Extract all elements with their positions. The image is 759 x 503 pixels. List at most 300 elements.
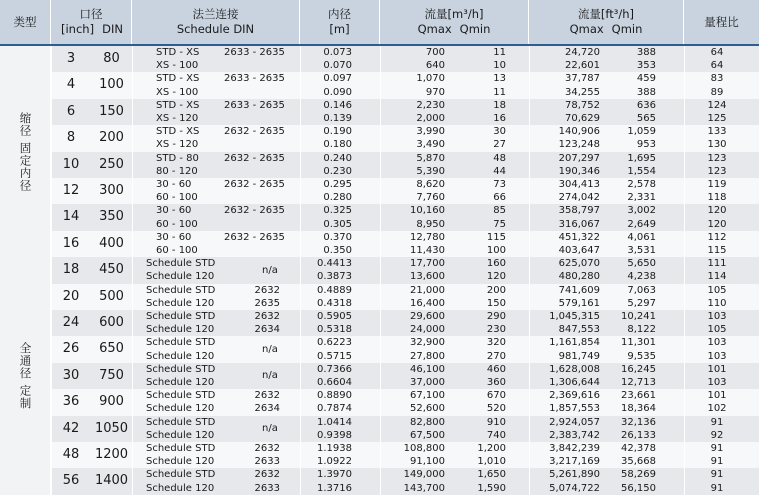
qmin-ft3h-value: 8,122: [627, 324, 656, 336]
qmax-m3h-value: 5,390: [416, 165, 445, 177]
qmax-m3h-value: 10,160: [410, 205, 445, 217]
qmin-m3h-value: 1,200: [477, 443, 506, 454]
size-din: 1400: [94, 473, 129, 489]
qmin-m3h-value: 66: [493, 192, 506, 204]
turndown-value: 112: [707, 231, 727, 243]
turndown-value: 123: [707, 152, 727, 164]
header-id-title: 内径: [328, 7, 351, 21]
qmin-m3h-value: 200: [486, 284, 506, 296]
din-standard: 2632: [254, 469, 280, 481]
qmin-ft3h-value: 42,378: [621, 443, 656, 454]
header-type: [0, 0, 51, 44]
header-diameter-din: DIN: [102, 22, 123, 36]
schedule-label: Schedule STD: [146, 469, 216, 481]
qmin-ft3h-value: 2,649: [627, 218, 656, 230]
qmin-ft3h-value: 12,713: [621, 377, 656, 388]
qmax-m3h-value: 32,900: [410, 337, 445, 349]
qmax-m3h-value: 16,400: [410, 297, 445, 309]
turndown-value: 91: [710, 443, 724, 454]
qmax-m3h-value: 67,100: [410, 390, 445, 402]
qmin-m3h-value: 13: [493, 73, 506, 85]
turndown-value: 91: [710, 469, 724, 481]
header-turndown: [684, 0, 759, 44]
header-flow-m3h: [380, 0, 529, 44]
schedule-label: 30 - 60: [156, 231, 192, 243]
qmin-ft3h-value: 5,650: [627, 258, 656, 270]
size-din: 300: [99, 183, 124, 198]
size-inch: 4: [66, 77, 76, 93]
inner-diameter-value: 0.146: [323, 99, 352, 111]
din-standard: 2633 - 2635: [224, 73, 285, 85]
size-inch: 12: [62, 183, 80, 198]
qmin-m3h-value: 270: [486, 350, 506, 362]
qmin-m3h-value: 670: [486, 390, 506, 402]
inner-diameter-value: 0.4413: [317, 258, 352, 270]
inner-diameter-value: 1.3716: [317, 482, 352, 494]
schedule-label: STD - XS: [156, 47, 200, 58]
turndown-value: 130: [707, 139, 727, 151]
turndown-value: 89: [710, 86, 724, 98]
qmin-ft3h-value: 1,554: [627, 165, 656, 177]
inner-diameter-value: 1.0414: [317, 416, 352, 428]
turndown-value: 133: [707, 126, 727, 138]
qmax-ft3h-value: 304,413: [558, 179, 600, 190]
header-flow-ft3h-qmax: Qmax: [569, 22, 604, 36]
header-diameter-inch: [inch]: [61, 22, 95, 36]
column-divider: [300, 46, 301, 495]
qmax-m3h-value: 67,500: [410, 429, 445, 441]
schedule-label: XS - 120: [156, 113, 199, 124]
qmin-m3h-value: 100: [486, 245, 506, 256]
qmax-ft3h-value: 480,280: [558, 271, 600, 283]
din-standard: 2633: [254, 456, 280, 468]
qmin-m3h-value: 75: [493, 218, 506, 230]
turndown-value: 103: [707, 337, 727, 349]
qmax-m3h-value: 149,000: [403, 469, 445, 481]
qmax-ft3h-value: 2,924,057: [549, 416, 600, 428]
qmax-ft3h-value: 981,749: [558, 350, 600, 362]
qmin-ft3h-value: 2,578: [627, 179, 656, 190]
schedule-label: Schedule 120: [146, 403, 215, 415]
schedule-label: Schedule STD: [146, 311, 216, 322]
inner-diameter-value: 0.305: [323, 218, 352, 230]
header-diameter: [51, 0, 132, 44]
header-inner-diameter: [300, 0, 380, 44]
din-standard: 2632 - 2635: [224, 179, 285, 190]
turndown-value: 123: [707, 165, 727, 177]
qmax-ft3h-value: 451,322: [558, 231, 600, 243]
qmax-ft3h-value: 625,070: [558, 258, 600, 270]
qmax-m3h-value: 27,800: [410, 350, 445, 362]
size-inch: 16: [62, 235, 80, 251]
column-divider: [529, 46, 530, 495]
qmax-m3h-value: 108,800: [403, 443, 445, 454]
qmax-ft3h-value: 1,045,315: [549, 311, 600, 322]
qmin-m3h-value: 27: [493, 139, 506, 151]
qmin-m3h-value: 11: [493, 86, 506, 98]
qmax-ft3h-value: 24,720: [565, 47, 600, 58]
qmax-m3h-value: 3,490: [416, 139, 445, 151]
din-standard: 2632: [254, 284, 280, 296]
qmin-m3h-value: 740: [486, 429, 506, 441]
turndown-value: 119: [707, 179, 727, 190]
inner-diameter-value: 0.5318: [317, 324, 352, 336]
qmin-m3h-value: 1,010: [477, 456, 506, 468]
qmin-ft3h-value: 16,245: [621, 363, 656, 375]
qmax-ft3h-value: 37,787: [565, 73, 600, 85]
size-din: 450: [99, 262, 124, 278]
qmax-ft3h-value: 1,857,553: [549, 403, 600, 415]
qmin-m3h-value: 230: [486, 324, 506, 336]
header-id-unit: [m]: [329, 22, 350, 36]
qmin-m3h-value: 290: [486, 311, 506, 322]
qmin-ft3h-value: 26,133: [621, 429, 656, 441]
size-inch: 24: [62, 315, 80, 330]
qmax-ft3h-value: 3,217,169: [549, 456, 600, 468]
schedule-label: XS - 100: [156, 60, 199, 72]
turndown-value: 83: [710, 73, 724, 85]
qmin-ft3h-value: 2,331: [627, 192, 656, 204]
turndown-value: 124: [707, 99, 727, 111]
schedule-label: 30 - 60: [156, 179, 192, 190]
schedule-label: Schedule 120: [146, 297, 215, 309]
size-din: 250: [99, 156, 124, 172]
schedule-label: STD - 80: [156, 152, 199, 164]
qmin-ft3h-value: 459: [636, 73, 656, 85]
qmax-m3h-value: 5,870: [416, 152, 445, 164]
qmin-ft3h-value: 58,269: [621, 469, 656, 481]
header-flow-m3h-qmax: Qmax: [417, 22, 452, 36]
din-standard: 2633: [254, 482, 280, 494]
size-din: 150: [99, 103, 124, 119]
qmin-ft3h-value: 388: [636, 86, 656, 98]
qmin-ft3h-value: 35,668: [621, 456, 656, 468]
row-divider: [51, 495, 759, 496]
turndown-value: 91: [710, 456, 724, 468]
size-din: 100: [99, 77, 124, 93]
qmin-ft3h-value: 23,661: [621, 390, 656, 402]
inner-diameter-value: 1.3970: [317, 469, 352, 481]
inner-diameter-value: 0.097: [323, 73, 352, 85]
qmin-m3h-value: 120: [486, 271, 506, 283]
qmax-ft3h-value: 1,161,854: [549, 337, 600, 349]
qmax-ft3h-value: 3,842,239: [549, 443, 600, 454]
schedule-label: Schedule STD: [146, 284, 216, 296]
inner-diameter-value: 0.3873: [317, 271, 352, 283]
inner-diameter-value: 0.070: [323, 60, 352, 72]
turndown-value: 105: [707, 284, 727, 296]
size-inch: 3: [66, 51, 76, 66]
schedule-label: Schedule 120: [146, 271, 215, 283]
schedule-label: 80 - 120: [156, 165, 198, 177]
schedule-label: XS - 120: [156, 139, 199, 151]
schedule-label: Schedule 120: [146, 482, 215, 494]
din-standard: 2632: [254, 443, 280, 454]
qmax-m3h-value: 21,000: [410, 284, 445, 296]
inner-diameter-value: 0.230: [323, 165, 352, 177]
qmax-m3h-value: 13,600: [410, 271, 445, 283]
turndown-value: 64: [710, 47, 724, 58]
din-standard: 2632 - 2635: [224, 126, 285, 138]
qmin-m3h-value: 11: [493, 47, 506, 58]
turndown-value: 111: [707, 258, 727, 270]
header-flow-m3h-qmin: Qmin: [459, 22, 491, 36]
qmax-ft3h-value: 190,346: [558, 165, 600, 177]
inner-diameter-value: 0.4318: [317, 297, 352, 309]
qmin-ft3h-value: 11,301: [621, 337, 656, 349]
qmax-ft3h-value: 140,906: [558, 126, 600, 138]
qmin-ft3h-value: 7,063: [627, 284, 656, 296]
inner-diameter-value: 0.073: [323, 47, 352, 58]
inner-diameter-value: 0.8890: [317, 390, 352, 402]
qmin-ft3h-value: 4,061: [627, 231, 656, 243]
turndown-value: 120: [707, 205, 727, 217]
qmin-ft3h-value: 3,531: [627, 245, 656, 256]
size-din: 650: [99, 341, 124, 357]
qmax-ft3h-value: 5,261,890: [549, 469, 600, 481]
turndown-value: 102: [707, 403, 727, 415]
qmax-m3h-value: 91,100: [410, 456, 445, 468]
inner-diameter-value: 0.7366: [317, 363, 352, 375]
size-din: 900: [99, 394, 124, 410]
schedule-label: Schedule STD: [146, 416, 216, 428]
qmin-m3h-value: 1,590: [477, 482, 506, 494]
schedule-label: Schedule 120: [146, 324, 215, 336]
din-standard: n/a: [262, 264, 278, 276]
column-divider: [51, 46, 52, 495]
qmax-ft3h-value: 22,601: [565, 60, 600, 72]
schedule-label: Schedule STD: [146, 443, 216, 454]
header-type-label: 类型: [13, 14, 37, 29]
qmax-m3h-value: 7,760: [416, 192, 445, 204]
category-label: 全通径 定制: [18, 342, 33, 410]
header-turndown-label: 量程比: [704, 14, 739, 29]
qmax-ft3h-value: 847,553: [558, 324, 600, 336]
size-inch: 48: [62, 447, 80, 462]
qmin-ft3h-value: 56,150: [621, 482, 656, 494]
inner-diameter-value: 0.280: [323, 192, 352, 204]
qmin-ft3h-value: 388: [636, 47, 656, 58]
turndown-value: 91: [710, 416, 724, 428]
qmin-m3h-value: 48: [493, 152, 506, 164]
qmax-ft3h-value: 316,067: [558, 218, 600, 230]
qmin-ft3h-value: 18,364: [621, 403, 656, 415]
turndown-value: 103: [707, 350, 727, 362]
inner-diameter-value: 0.325: [323, 205, 352, 217]
din-standard: 2632: [254, 390, 280, 402]
qmax-ft3h-value: 70,629: [565, 113, 600, 124]
size-inch: 6: [66, 103, 76, 119]
qmax-m3h-value: 29,600: [410, 311, 445, 322]
qmin-m3h-value: 360: [486, 377, 506, 388]
qmax-m3h-value: 1,070: [416, 73, 445, 85]
qmin-ft3h-value: 5,297: [627, 297, 656, 309]
schedule-label: STD - XS: [156, 126, 200, 138]
qmin-ft3h-value: 3,002: [627, 205, 656, 217]
qmax-m3h-value: 17,700: [410, 258, 445, 270]
qmax-m3h-value: 46,100: [410, 363, 445, 375]
qmax-ft3h-value: 34,255: [565, 86, 600, 98]
qmax-m3h-value: 11,430: [410, 245, 445, 256]
din-standard: 2635: [254, 297, 280, 309]
size-inch: 10: [62, 156, 80, 172]
qmin-m3h-value: 44: [493, 165, 506, 177]
turndown-value: 91: [710, 482, 724, 494]
inner-diameter-value: 0.5905: [317, 311, 352, 322]
turndown-value: 103: [707, 377, 727, 388]
din-standard: n/a: [262, 344, 278, 355]
schedule-label: Schedule 120: [146, 429, 215, 441]
header-diameter-title: 口径: [79, 7, 103, 21]
size-inch: 18: [62, 262, 80, 278]
turndown-value: 120: [707, 218, 727, 230]
size-inch: 26: [62, 341, 80, 357]
turndown-value: 101: [707, 363, 727, 375]
header-flow-ft3h: [529, 0, 684, 44]
qmin-m3h-value: 910: [486, 416, 506, 428]
schedule-label: Schedule 120: [146, 456, 215, 468]
qmax-ft3h-value: 2,383,742: [549, 429, 600, 441]
size-inch: 20: [62, 288, 80, 304]
qmax-m3h-value: 2,230: [416, 99, 445, 111]
header-flange-sub: Schedule DIN: [176, 22, 255, 36]
size-inch: 42: [62, 420, 80, 436]
qmin-ft3h-value: 10,241: [621, 311, 656, 322]
column-divider: [132, 46, 133, 495]
din-standard: 2632 - 2635: [224, 152, 285, 164]
inner-diameter-value: 0.9398: [317, 429, 352, 441]
din-standard: 2633 - 2635: [224, 47, 285, 58]
schedule-label: STD - XS: [156, 73, 200, 85]
inner-diameter-value: 0.139: [323, 113, 352, 124]
qmax-ft3h-value: 579,161: [558, 297, 600, 309]
qmax-m3h-value: 2,000: [416, 113, 445, 124]
qmax-ft3h-value: 358,797: [558, 205, 600, 217]
category-cell: [0, 46, 51, 257]
qmin-ft3h-value: 565: [636, 113, 656, 124]
inner-diameter-value: 0.370: [323, 231, 352, 243]
size-din: 750: [99, 367, 124, 383]
din-standard: 2632 - 2635: [224, 205, 285, 217]
qmax-m3h-value: 970: [425, 86, 445, 98]
size-din: 200: [99, 130, 124, 146]
qmin-ft3h-value: 353: [636, 60, 656, 72]
schedule-label: 60 - 100: [156, 245, 198, 256]
qmin-ft3h-value: 1,695: [627, 152, 656, 164]
qmax-ft3h-value: 1,306,644: [549, 377, 600, 388]
qmax-m3h-value: 143,700: [403, 482, 445, 494]
size-inch: 36: [62, 394, 80, 410]
qmax-ft3h-value: 2,369,616: [549, 390, 600, 402]
header-flow-m3h-title: 流量[m³/h]: [424, 7, 484, 21]
din-standard: 2633 - 2635: [224, 99, 285, 111]
qmax-ft3h-value: 403,647: [558, 245, 600, 256]
size-din: 350: [99, 209, 124, 225]
inner-diameter-value: 0.5715: [317, 350, 352, 362]
inner-diameter-value: 0.180: [323, 139, 352, 151]
qmax-ft3h-value: 741,609: [558, 284, 600, 296]
qmin-ft3h-value: 1,059: [627, 126, 656, 138]
qmin-m3h-value: 16: [493, 113, 506, 124]
schedule-label: STD - XS: [156, 99, 200, 111]
size-din: 500: [99, 288, 124, 304]
table-header: [0, 0, 759, 46]
header-flow-ft3h-qmin: Qmin: [611, 22, 643, 36]
qmin-ft3h-value: 32,136: [621, 416, 656, 428]
size-inch: 8: [66, 130, 76, 146]
din-standard: 2632 - 2635: [224, 231, 285, 243]
turndown-value: 115: [707, 245, 727, 256]
size-inch: 30: [62, 367, 80, 383]
qmin-m3h-value: 520: [486, 403, 506, 415]
turndown-value: 101: [707, 390, 727, 402]
qmin-m3h-value: 30: [493, 126, 506, 138]
turndown-value: 64: [710, 60, 724, 72]
column-divider: [684, 46, 685, 495]
qmin-ft3h-value: 953: [636, 139, 656, 151]
qmax-m3h-value: 24,000: [410, 324, 445, 336]
inner-diameter-value: 0.190: [323, 126, 352, 138]
size-din: 1050: [94, 420, 129, 436]
qmax-m3h-value: 700: [425, 47, 445, 58]
qmax-m3h-value: 3,990: [416, 126, 445, 138]
qmax-ft3h-value: 207,297: [558, 152, 600, 164]
category-label: 缩径 固定内径: [18, 111, 33, 192]
qmax-m3h-value: 640: [425, 60, 445, 72]
qmax-ft3h-value: 5,074,722: [549, 482, 600, 494]
inner-diameter-value: 0.6223: [317, 337, 352, 349]
size-din: 1200: [94, 447, 129, 462]
qmin-m3h-value: 1,650: [477, 469, 506, 481]
turndown-value: 105: [707, 324, 727, 336]
schedule-label: Schedule STD: [146, 258, 216, 270]
inner-diameter-value: 0.7874: [317, 403, 352, 415]
qmin-m3h-value: 320: [486, 337, 506, 349]
schedule-label: Schedule 120: [146, 377, 215, 388]
size-din: 600: [99, 315, 124, 330]
din-standard: 2632: [254, 311, 280, 322]
header-flange-title: 法兰连接: [192, 7, 239, 21]
qmax-ft3h-value: 78,752: [565, 99, 600, 111]
qmax-ft3h-value: 1,628,008: [549, 363, 600, 375]
size-din: 400: [99, 235, 124, 251]
size-din: 80: [103, 51, 120, 66]
inner-diameter-value: 0.6604: [317, 377, 352, 388]
turndown-value: 92: [710, 429, 724, 441]
qmin-m3h-value: 160: [486, 258, 506, 270]
qmax-m3h-value: 12,780: [410, 231, 445, 243]
qmax-m3h-value: 82,800: [410, 416, 445, 428]
turndown-value: 103: [707, 311, 727, 322]
din-standard: n/a: [262, 370, 278, 382]
inner-diameter-value: 0.350: [323, 245, 352, 256]
size-inch: 14: [62, 209, 80, 225]
schedule-label: Schedule 120: [146, 350, 215, 362]
qmin-m3h-value: 10: [493, 60, 506, 72]
din-standard: 2634: [254, 403, 280, 415]
din-standard: n/a: [262, 423, 278, 435]
schedule-label: Schedule STD: [146, 363, 216, 375]
qmin-ft3h-value: 4,238: [627, 271, 656, 283]
turndown-value: 110: [707, 297, 727, 309]
inner-diameter-value: 1.1938: [317, 443, 352, 454]
qmin-m3h-value: 85: [493, 205, 506, 217]
qmin-m3h-value: 73: [493, 179, 506, 190]
qmax-ft3h-value: 123,248: [558, 139, 600, 151]
schedule-label: 60 - 100: [156, 192, 198, 204]
qmin-ft3h-value: 636: [636, 99, 656, 111]
qmin-m3h-value: 18: [493, 99, 506, 111]
